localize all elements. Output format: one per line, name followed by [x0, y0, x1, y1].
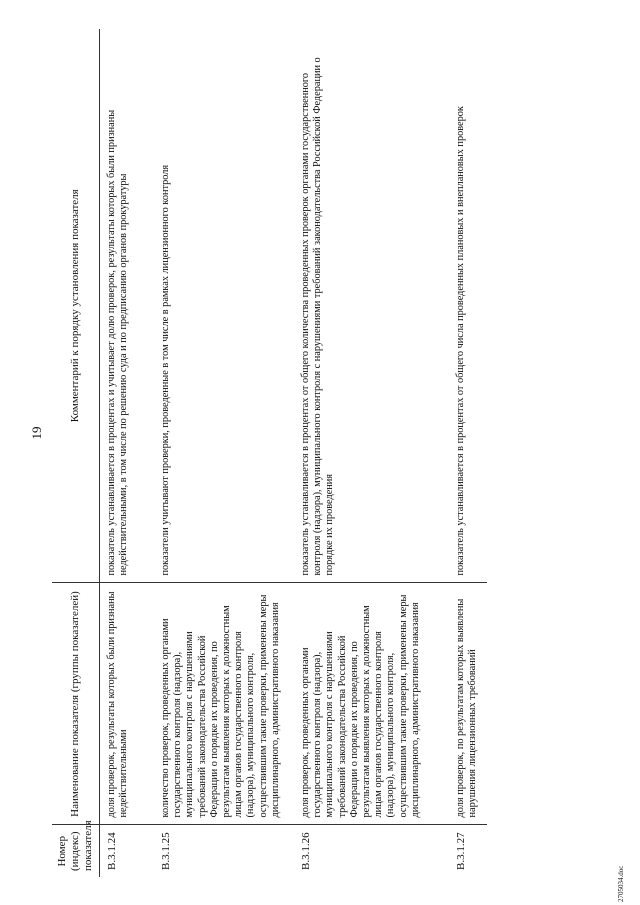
row-comment: показатель устанавливается в процентах от общего количества проведенных проверок органами государственного контроля (надзора), муниципального контроля с нарушениями требований законодательства Российской Федерации о порядке их проведения: [294, 29, 449, 583]
table-row: [449, 29, 487, 877]
row-name: количество проверок, проведенных органами государственного контроля (надзора), муниципального контроля с нарушениями требований законодательства Российской Федерации о порядке их проведения, по результатам выявления которых к должностным лицам органов государственного контроля (надзора), муниципального контроля, осуществившим такие проверки, применены меры дисциплинарного, административного наказания: [154, 583, 294, 825]
header-comment: Комментарий к порядку установления показателя: [52, 29, 100, 583]
row-comment: показатель устанавливается в процентах от общего числа проведенных плановых и внеплановых проверок: [449, 29, 487, 583]
row-code: В.3.1.25: [160, 832, 172, 870]
row-name: доля проверок, по результатам которых выявлены нарушения лицензионных требований: [449, 583, 487, 825]
header-code: Номер (индекс) показателя: [52, 825, 100, 877]
table-row: [100, 29, 155, 877]
row-comment: показатели учитывают проверки, проведенные в том числе в рамках лицензионного контроля: [154, 29, 294, 583]
header-name: Наименование показателя (группы показателей): [52, 583, 100, 825]
indicators-table: [52, 29, 487, 877]
table-header-row: [52, 29, 100, 877]
document-id: 2705034.doc: [617, 865, 625, 902]
page-number: 19: [29, 426, 44, 440]
row-comment: показатель устанавливается в процентах и учитывает долю проверок, результаты которых были признаны недействительными, в том числе по решению суда и по предписанию органов прокуратуры: [100, 29, 155, 583]
row-code: В.3.1.27: [455, 832, 467, 870]
row-name: доля проверок, проведенных органами государственного контроля (надзора), муниципального контроля с нарушениями требований законодательства Российской Федерации о порядке их проведения, по результатам выявления которых к должностным лицам органов государственного контроля (надзора), муниципального контроля, осуществившим такие проверки, применены меры дисциплинарного, административного наказания: [294, 583, 449, 825]
row-code: В.3.1.24: [106, 832, 118, 870]
table-row: [294, 29, 449, 877]
row-code: В.3.1.26: [300, 832, 312, 870]
row-name: доля проверок, результаты которых были признаны недействительными: [100, 583, 155, 825]
table-row: [154, 29, 294, 877]
